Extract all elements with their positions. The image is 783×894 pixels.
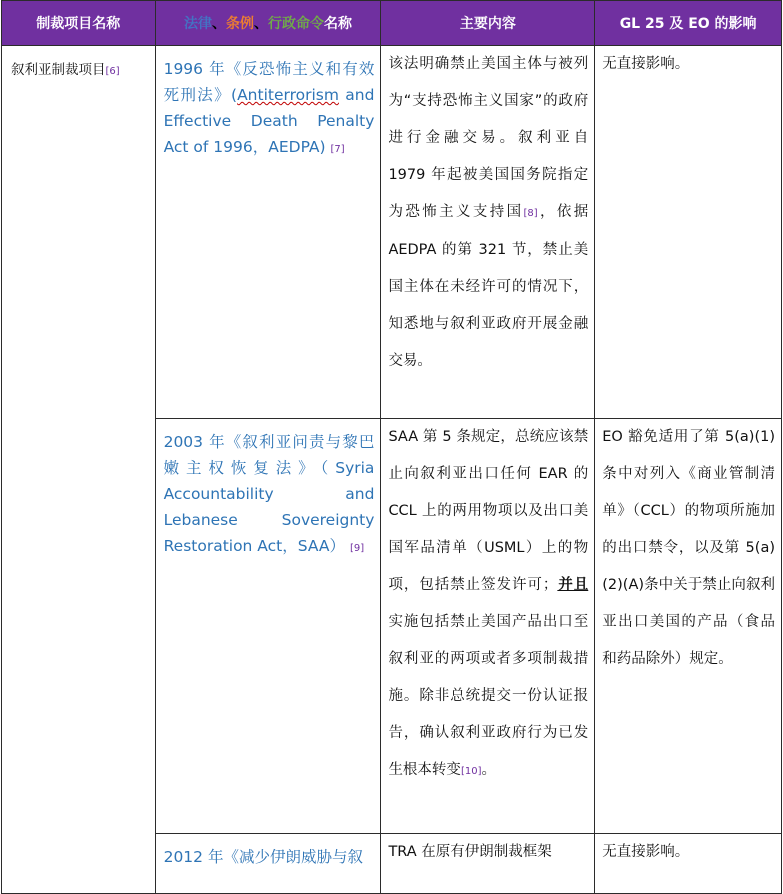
law-text: 2012 年《减少伊朗威胁与叙 (163, 848, 363, 866)
footnote-ref: [6] (105, 66, 120, 77)
law-text-flagged: Antiterrorism (237, 86, 339, 104)
header-main-content: 主要内容 (381, 1, 595, 46)
law-text: and Effective Death Penalty Act of 1996，AEDPA) (163, 86, 375, 156)
content-cell (381, 834, 595, 894)
header-program-name: 制裁项目名称 (2, 1, 156, 46)
header-executive-order-part: 行政命令 (268, 16, 324, 32)
program-name-cell (2, 46, 156, 894)
impact-cell (595, 419, 782, 834)
header-law-part: 法律 (184, 16, 212, 32)
header-name-part: 名称 (324, 16, 352, 32)
content-text: TRA 在原有伊朗制裁框架 (388, 844, 552, 860)
impact-text: 无直接影响。 (602, 844, 690, 860)
header-regulation-part: 条例 (226, 16, 254, 32)
law-cell (155, 46, 381, 419)
law-text: 2003 年《叙利亚问责与黎巴嫩主权恢复法》（Syria Accountability and Lebanese Sovereignty Restoration Act，SAA） (163, 433, 375, 555)
content-text: ，依据 AEDPA 的第 321 节，禁止美国主体在未经许可的情况下，知悉地与叙利亚政府开展金融交易。 (388, 204, 589, 369)
header-sep: 、 (254, 16, 268, 32)
header-sep: 、 (212, 16, 226, 32)
content-emphasis: 并且 (557, 577, 589, 593)
sanctions-table (1, 0, 782, 894)
content-text: 。 (481, 762, 496, 778)
law-cell (155, 419, 381, 834)
footnote-ref: [7] (330, 144, 345, 155)
content-text: 实施包括禁止美国产品出口至叙利亚的两项或者多项制裁措施。除非总统提交一份认证报告，确认叙利亚政府行为已发生根本转变 (388, 614, 589, 778)
content-text: 该法明确禁止美国主体与被列为“支持恐怖主义国家”的政府进行金融交易。叙利亚自 1979 年起被美国国务院指定为恐怖主义支持国 (388, 56, 589, 220)
footnote-ref: [8] (523, 208, 538, 219)
header-impact: GL 25 及 EO 的影响 (595, 1, 782, 46)
table-header-row (2, 1, 782, 46)
impact-text: EO 豁免适用了第 5(a)(1)条中对列入《商业管制清单》（CCL）的物项所施加的出口禁令，以及第 5(a)(2)(A)条中关于禁止向叙利亚出口美国的产品（食品和药品除外）规定。 (602, 429, 775, 667)
impact-text: 无直接影响。 (602, 56, 690, 72)
law-text: 1996 年《反恐怖主义和有效死刑法》( (163, 60, 375, 104)
table-row (2, 46, 782, 419)
content-cell (381, 46, 595, 419)
law-cell (155, 834, 381, 894)
content-text: SAA 第 5 条规定，总统应该禁止向叙利亚出口任何 EAR 的 CCL 上的两用物项以及出口美国军品清单（USML）上的物项，包括禁止签发许可； (388, 429, 589, 593)
impact-cell (595, 46, 782, 419)
footnote-ref: [9] (349, 543, 365, 554)
content-cell (381, 419, 595, 834)
footnote-ref: [10] (460, 766, 482, 777)
header-law-name (155, 1, 381, 46)
program-name: 叙利亚制裁项目 (11, 62, 106, 78)
impact-cell (595, 834, 782, 894)
